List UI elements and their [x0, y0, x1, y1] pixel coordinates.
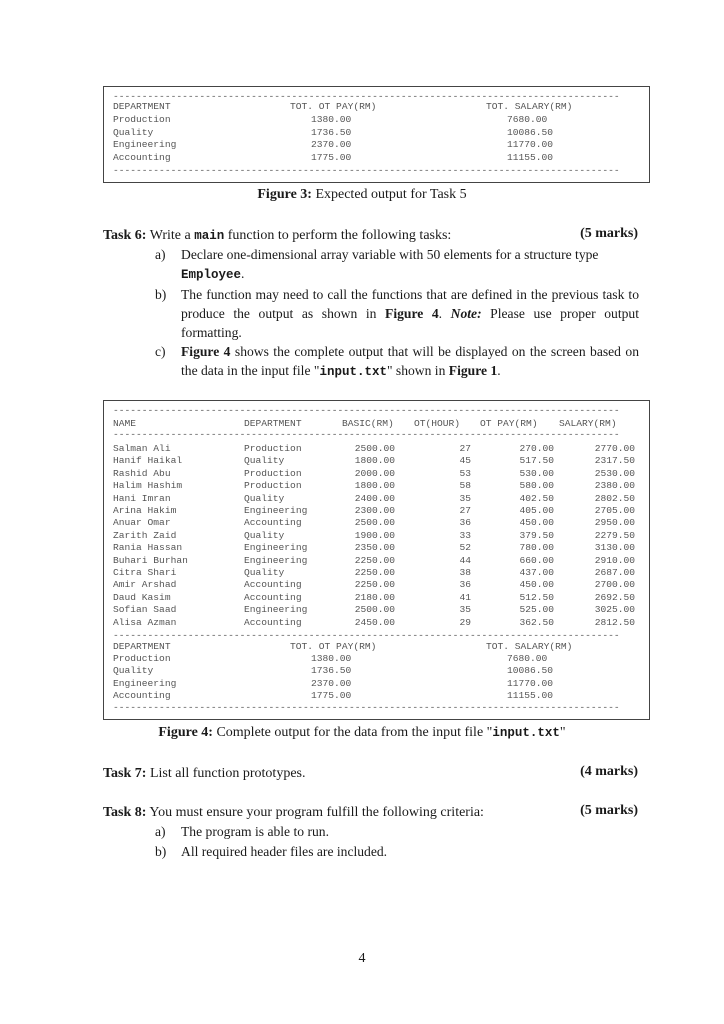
tot-salary: 10086.50 — [507, 126, 554, 138]
col-header-ot-pay: OT PAY(RM) — [480, 418, 538, 429]
col-header-name: NAME — [113, 418, 137, 429]
emp-name: Alisa Azman — [113, 616, 177, 628]
emp-ot-pay: 362.50 — [519, 616, 554, 628]
emp-department: Engineering — [244, 554, 308, 566]
item-text: The program is able to run. — [181, 824, 329, 839]
tot-ot-pay: 2370.00 — [311, 677, 352, 689]
note-label: Note: — [450, 306, 482, 321]
tot-ot-pay: 1775.00 — [311, 690, 352, 702]
emp-name: Hani Imran — [113, 492, 171, 504]
emp-ot-hour: 53 — [459, 467, 471, 479]
emp-basic: 2180.00 — [354, 591, 395, 603]
emp-name: Zarith Zaid — [113, 529, 177, 541]
figure-4-caption — [0, 725, 724, 741]
emp-name: Rashid Abu — [113, 467, 171, 479]
tot-ot-pay: 1736.50 — [311, 665, 352, 677]
code-employee: Employee — [181, 268, 242, 282]
dash-line: ---------------------------------------------------------------------------------------- — [113, 405, 620, 416]
emp-salary: 3130.00 — [594, 542, 635, 554]
figure-4-output-box — [103, 400, 650, 720]
emp-department: Accounting — [244, 579, 302, 591]
emp-name: Arina Hakim — [113, 505, 177, 516]
dash-line: ---------------------------------------------------------------------------------------- — [113, 91, 620, 102]
caption-end: " — [559, 725, 566, 740]
emp-ot-pay: 437.00 — [519, 567, 554, 578]
emp-basic: 2350.00 — [354, 542, 395, 554]
task-text: Write a — [146, 228, 195, 243]
tot-ot-pay: 1736.50 — [311, 126, 352, 138]
emp-ot-hour: 33 — [459, 529, 471, 541]
emp-department: Quality — [244, 492, 285, 504]
task-6-marks: (5 marks) — [580, 226, 638, 241]
item-label: a) — [155, 247, 166, 262]
emp-basic: 1800.00 — [354, 455, 395, 467]
item-label: b) — [155, 844, 167, 859]
emp-ot-hour: 27 — [459, 505, 471, 516]
task-6-item-a — [155, 245, 639, 285]
tot-salary: 11770.00 — [507, 139, 554, 150]
figure-3-caption — [0, 187, 724, 203]
task-label: Task 7: — [103, 766, 147, 781]
emp-salary: 2687.00 — [594, 567, 635, 578]
col-header-ot-hour: OT(HOUR) — [414, 418, 461, 429]
emp-basic: 2500.00 — [354, 443, 395, 454]
task-label: Task 6: — [103, 228, 147, 243]
emp-department: Production — [244, 443, 302, 454]
emp-basic: 2000.00 — [354, 467, 395, 479]
dept-name: Engineering — [113, 677, 177, 689]
emp-basic: 2450.00 — [354, 616, 395, 628]
emp-ot-hour: 38 — [459, 567, 471, 578]
dept-name: Production — [113, 653, 171, 664]
emp-salary: 2802.50 — [594, 492, 635, 504]
emp-ot-pay: 512.50 — [519, 591, 554, 603]
emp-department: Quality — [244, 567, 285, 578]
dept-name: Production — [113, 114, 171, 125]
task-label: Task 8: — [103, 805, 147, 820]
emp-department: Production — [244, 467, 302, 479]
caption-label: Figure 3: — [257, 187, 312, 202]
dash-line: ---------------------------------------------------------------------------------------- — [113, 702, 620, 713]
emp-ot-pay: 450.00 — [519, 579, 554, 591]
figure-ref: Figure 1 — [448, 363, 498, 378]
task-text: List all function prototypes. — [146, 766, 306, 781]
emp-ot-pay: 379.50 — [519, 529, 554, 541]
tot-salary: 11155.00 — [507, 690, 554, 702]
emp-department: Accounting — [244, 517, 302, 529]
emp-ot-pay: 405.00 — [519, 505, 554, 516]
emp-ot-pay: 450.00 — [519, 517, 554, 529]
emp-ot-hour: 36 — [459, 517, 471, 529]
emp-salary: 2950.00 — [594, 517, 635, 529]
tot-ot-pay: 1775.00 — [311, 151, 352, 163]
figure-3-output-box — [103, 86, 650, 183]
emp-name: Daud Kasim — [113, 591, 171, 603]
col-header-department: DEPARTMENT — [244, 418, 302, 429]
emp-ot-pay: 402.50 — [519, 492, 554, 504]
emp-ot-pay: 530.00 — [519, 467, 554, 479]
caption-text: Complete output for the data from the input file " — [212, 725, 493, 740]
emp-ot-pay: 525.00 — [519, 604, 554, 616]
item-end: . — [241, 266, 245, 281]
code-input-txt: input.txt — [319, 365, 387, 379]
col-header-department: DEPARTMENT — [113, 101, 171, 112]
task-8-heading — [103, 803, 573, 822]
emp-basic: 2500.00 — [354, 604, 395, 616]
emp-salary: 2317.50 — [594, 455, 635, 467]
emp-ot-hour: 44 — [459, 554, 471, 566]
dash-line: ---------------------------------------------------------------------------------------- — [113, 165, 620, 176]
tot-salary: 10086.50 — [507, 665, 554, 677]
emp-name: Halim Hashim — [113, 480, 183, 492]
col-header-tot-salary: TOT. SALARY(RM) — [486, 641, 573, 652]
dept-name: Accounting — [113, 690, 171, 702]
col-header-basic: BASIC(RM) — [342, 418, 394, 429]
emp-department: Accounting — [244, 616, 302, 628]
col-header-tot-ot-pay: TOT. OT PAY(RM) — [290, 641, 377, 652]
item-label: b) — [155, 287, 167, 302]
item-text: The function may need to call the functions that are defined in the previous task to produce the output as shown in — [181, 287, 639, 321]
emp-department: Engineering — [244, 542, 308, 554]
emp-ot-pay: 517.50 — [519, 455, 554, 467]
dash-line: ---------------------------------------------------------------------------------------- — [113, 429, 620, 440]
emp-department: Engineering — [244, 604, 308, 616]
task-6-heading — [103, 226, 573, 246]
emp-name: Anuar Omar — [113, 517, 171, 529]
item-text: . — [438, 306, 451, 321]
dept-name: Accounting — [113, 151, 171, 163]
item-label: a) — [155, 824, 166, 839]
dept-name: Engineering — [113, 139, 177, 150]
emp-name: Hanif Haikal — [113, 455, 183, 467]
task-8-item-b — [155, 842, 639, 862]
emp-salary: 2692.50 — [594, 591, 635, 603]
emp-salary: 2812.50 — [594, 616, 635, 628]
tot-salary: 11770.00 — [507, 677, 554, 689]
task-6-item-c — [155, 342, 639, 382]
emp-department: Accounting — [244, 591, 302, 603]
emp-salary: 2700.00 — [594, 579, 635, 591]
emp-department: Quality — [244, 529, 285, 541]
emp-salary: 2279.50 — [594, 529, 635, 541]
page-number: 4 — [358, 951, 366, 966]
emp-name: Amir Arshad — [113, 579, 177, 591]
emp-name: Buhari Burhan — [113, 554, 188, 566]
emp-basic: 2500.00 — [354, 517, 395, 529]
item-label: c) — [155, 344, 166, 359]
caption-label: Figure 4: — [158, 725, 213, 740]
emp-salary: 2910.00 — [594, 554, 635, 566]
figure-ref: Figure 4 — [385, 306, 439, 321]
emp-department: Quality — [244, 455, 285, 467]
dept-name: Quality — [113, 665, 154, 677]
emp-ot-pay: 660.00 — [519, 554, 554, 566]
item-text: shows the complete output that will be displayed on the screen based on the data in the input file " — [181, 344, 639, 378]
emp-salary: 3025.00 — [594, 604, 635, 616]
emp-salary: 2705.00 — [594, 505, 635, 516]
task-text: You must ensure your program fulfill the following criteria: — [146, 805, 484, 820]
item-text: Please use proper output formatting. — [181, 306, 639, 340]
tot-salary: 7680.00 — [507, 114, 548, 125]
dept-name: Quality — [113, 126, 154, 138]
emp-name: Citra Shari — [113, 567, 177, 578]
emp-ot-hour: 29 — [459, 616, 471, 628]
task-8-marks: (5 marks) — [580, 803, 638, 818]
emp-department: Engineering — [244, 505, 308, 516]
emp-ot-hour: 41 — [459, 591, 471, 603]
task-7-heading — [103, 764, 573, 783]
task-8-item-a — [155, 822, 639, 842]
emp-ot-hour: 35 — [459, 604, 471, 616]
caption-text: Expected output for Task 5 — [311, 187, 467, 202]
code-main: main — [194, 229, 225, 243]
tot-salary: 7680.00 — [507, 653, 548, 664]
emp-basic: 1800.00 — [354, 480, 395, 492]
emp-basic: 2300.00 — [354, 505, 395, 516]
emp-basic: 2400.00 — [354, 492, 395, 504]
tot-ot-pay: 2370.00 — [311, 139, 352, 150]
emp-ot-hour: 45 — [459, 455, 471, 467]
emp-ot-hour: 52 — [459, 542, 471, 554]
emp-ot-pay: 270.00 — [519, 443, 554, 454]
col-header-tot-salary: TOT. SALARY(RM) — [486, 101, 573, 112]
col-header-salary: SALARY(RM) — [559, 418, 617, 429]
emp-name: Salman Ali — [113, 443, 171, 454]
emp-ot-pay: 580.00 — [519, 480, 554, 492]
emp-basic: 2250.00 — [354, 554, 395, 566]
tot-ot-pay: 1380.00 — [311, 114, 352, 125]
emp-ot-hour: 35 — [459, 492, 471, 504]
emp-name: Rania Hassan — [113, 542, 183, 554]
emp-ot-hour: 36 — [459, 579, 471, 591]
emp-ot-hour: 58 — [459, 480, 471, 492]
item-text: " shown in — [386, 363, 449, 378]
emp-ot-pay: 780.00 — [519, 542, 554, 554]
item-end: . — [497, 363, 501, 378]
emp-department: Production — [244, 480, 302, 492]
col-header-department: DEPARTMENT — [113, 641, 171, 652]
emp-salary: 2380.00 — [594, 480, 635, 492]
tot-ot-pay: 1380.00 — [311, 653, 352, 664]
emp-salary: 2770.00 — [594, 443, 635, 454]
task-7-marks: (4 marks) — [580, 764, 638, 779]
tot-salary: 11155.00 — [507, 151, 554, 163]
col-header-tot-ot-pay: TOT. OT PAY(RM) — [290, 101, 377, 112]
emp-basic: 2250.00 — [354, 567, 395, 578]
emp-ot-hour: 27 — [459, 443, 471, 454]
task-6-item-b — [155, 285, 639, 343]
emp-basic: 1900.00 — [354, 529, 395, 541]
emp-basic: 2250.00 — [354, 579, 395, 591]
task-text: function to perform the following tasks: — [224, 228, 452, 243]
emp-name: Sofian Saad — [113, 604, 177, 616]
emp-salary: 2530.00 — [594, 467, 635, 479]
code-input-txt: input.txt — [492, 726, 560, 740]
item-text: Declare one-dimensional array variable with 50 elements for a structure type — [181, 247, 599, 262]
figure-ref: Figure 4 — [181, 344, 231, 359]
item-text: All required header files are included. — [181, 844, 388, 859]
dash-line: ---------------------------------------------------------------------------------------- — [113, 630, 620, 641]
